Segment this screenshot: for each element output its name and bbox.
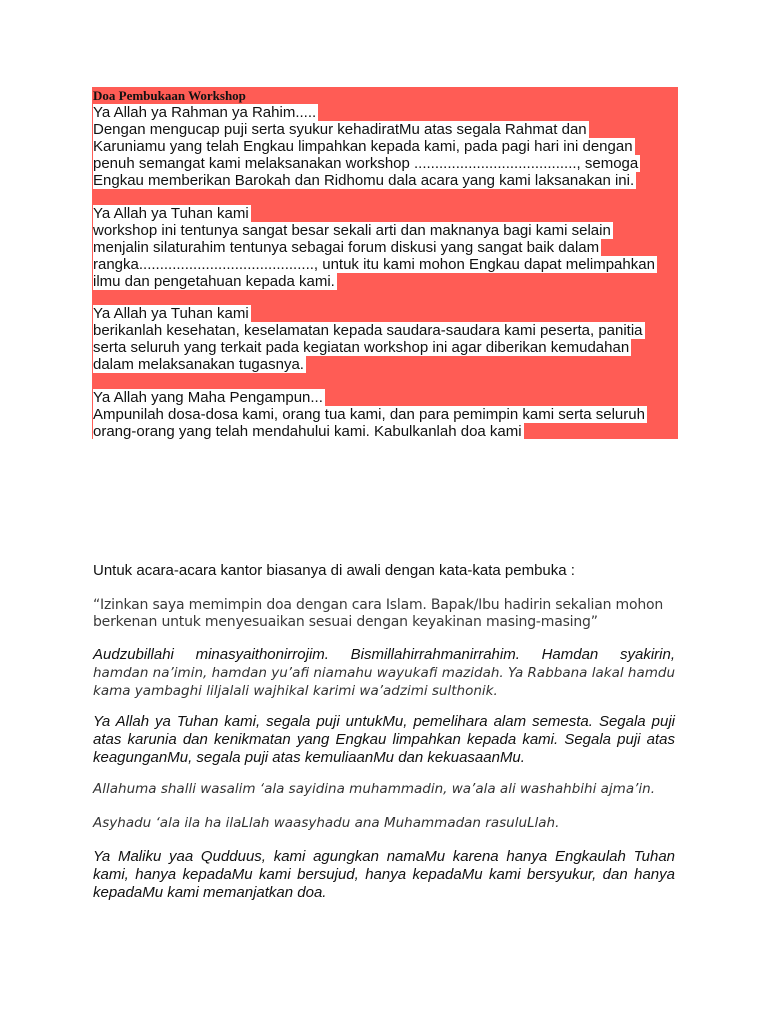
opening-quote (93, 597, 675, 631)
text-line: kama yambaghi liljalali wajhikal karimi wa’adzimi sulthonik. (93, 683, 498, 699)
text-line: hamdan na’imin, hamdan yu’afi niamahu wayukafi mazidah. Ya Rabbana lakal hamdu (93, 665, 675, 681)
text-line: Ya Allah ya Tuhan kami (93, 205, 249, 222)
text-line: Ya Allah yang Maha Pengampun... (93, 389, 323, 406)
ya-allah-paragraph (93, 713, 675, 767)
text-line: kami, hanya kepadaMu kami bersujud, hanya kepadaMu kami bersyukur, dan hanya (93, 866, 675, 883)
prayer-paragraph-2 (93, 205, 683, 290)
ya-maliku-paragraph (93, 848, 675, 902)
audzubillahi-paragraph (93, 646, 675, 700)
text-line: kepadaMu kami memanjatkan doa. (93, 884, 327, 901)
text-line: Ampunilah dosa-dosa kami, orang tua kami, dan para pemimpin kami serta seluruh (93, 406, 645, 423)
text-line: orang-orang yang telah mendahului kami. Kabulkanlah doa kami (93, 423, 522, 440)
text-line: serta seluruh yang terkait pada kegiatan workshop ini agar diberikan kemudahan (93, 339, 630, 356)
text-line: penuh semangat kami melaksanakan workshop ......................................., semoga (93, 155, 639, 172)
asyhadu-paragraph: Asyhadu ‘ala ila ha ilaLlah waasyhadu ana Muhammadan rasuluLlah. (93, 815, 560, 831)
text-line: Ya Allah ya Tuhan kami (93, 305, 249, 322)
intro-text: Untuk acara-acara kantor biasanya di awali dengan kata-kata pembuka : (93, 562, 575, 579)
text-line: atas karunia dan kenikmatan yang Engkau limpahkan kepada kami. Segala puji atas (93, 731, 675, 748)
text-line: Ya Maliku yaa Qudduus, kami agungkan namaMu karena hanya Engkaulah Tuhan (93, 848, 675, 865)
text-line: Engkau memberikan Barokah dan Ridhomu dala acara yang kami laksanakan ini. (93, 172, 635, 189)
text-line: berikanlah kesehatan, keselamatan kepada saudara-saudara kami peserta, panitia (93, 322, 643, 339)
text-line: ilmu dan pengetahuan kepada kami. (93, 273, 335, 290)
text-line: Audzubillahi minasyaithonirrojim. Bismillahirrahmanirrahim. Hamdan syakirin, (93, 646, 675, 663)
text-line: Ya Allah ya Tuhan kami, segala puji untukMu, pemelihara alam semesta. Segala puji (93, 713, 675, 730)
allahuma-paragraph: Allahuma shalli wasalim ‘ala sayidina muhammadin, wa’ala ali washahbihi ajma’in. (93, 781, 655, 797)
text-line: “Izinkan saya memimpin doa dengan cara Islam. Bapak/Ibu hadirin sekalian mohon (93, 597, 664, 613)
text-line: dalam melaksanakan tugasnya. (93, 356, 304, 373)
text-line: keagunganMu, segala puji atas kemuliaanMu dan kekuasaanMu. (93, 749, 525, 766)
text-line: Ya Allah ya Rahman ya Rahim..... (93, 104, 317, 121)
prayer-paragraph-4 (93, 389, 683, 440)
text-line: Dengan mengucap puji serta syukur kehadiratMu atas segala Rahmat dan (93, 121, 587, 138)
opening-prayer (93, 87, 683, 189)
text-line: Karuniamu yang telah Engkau limpahkan kepada kami, pada pagi hari ini dengan (93, 138, 633, 155)
text-line: menjalin silaturahim tentunya sebagai forum diskusi yang sangat baik dalam (93, 239, 600, 256)
prayer-title: Doa Pembukaan Workshop (93, 88, 246, 103)
prayer-paragraph-3 (93, 305, 683, 373)
text-line: workshop ini tentunya sangat besar sekali arti dan maknanya bagi kami selain (93, 222, 611, 239)
text-line: rangka.........................................., untuk itu kami mohon Engkau dapat melimpahkan (93, 256, 655, 273)
text-line: berkenan untuk menyesuaikan sesuai dengan keyakinan masing-masing” (93, 614, 598, 630)
